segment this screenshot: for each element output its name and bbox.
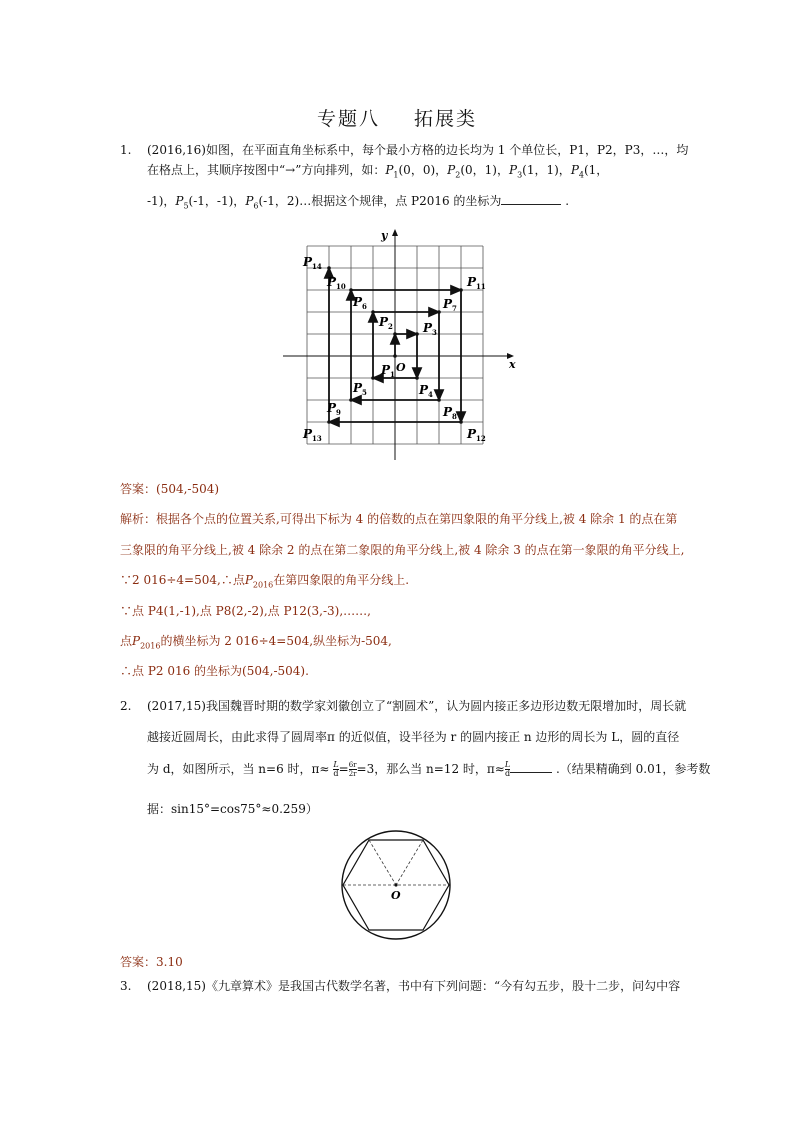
point-label: $P_4$: [419, 383, 433, 399]
center-label: O: [391, 889, 401, 902]
lattice-point: [393, 332, 397, 336]
question-1-line-1: (2016,16)如图，在平面直角坐标系中，每个最小方格的边长均为 1 个单位长，P1，P2，P3，…，均: [147, 143, 689, 157]
lattice-point: [459, 288, 463, 292]
title-part-2: 拓展类: [414, 108, 478, 130]
page-title: [0, 104, 794, 131]
lattice-point: [349, 398, 353, 402]
question-number: 3.: [120, 979, 132, 993]
point-label: $P_{11}$: [467, 275, 486, 291]
lattice-point: [415, 376, 419, 380]
origin-label: O: [396, 361, 406, 374]
lattice-point: [415, 332, 419, 336]
question-number: 1.: [120, 143, 132, 157]
point-label: $P_1$: [381, 363, 395, 379]
spiral-grid-figure: [275, 226, 525, 466]
lattice-point: [393, 354, 397, 358]
lattice-point: [371, 310, 375, 314]
answer-2-value: 3.10: [156, 955, 183, 969]
point-label: $P_7$: [443, 297, 457, 313]
answer-2: 答案：3.10: [120, 955, 183, 969]
question-1-line-2: 在格点上，其顺序按图中“→”方向排列，如：$P_1(0$，0)，$P_2(0$，1)，$P_3(1$，1)，$P_4(1$，: [147, 163, 609, 180]
lattice-point: [349, 288, 353, 292]
answer-1: 答案：(504,-504): [120, 482, 220, 496]
point-label: $P_{10}$: [327, 275, 346, 291]
point-label: $P_{12}$: [467, 427, 486, 443]
point-label: $P_{14}$: [303, 255, 322, 271]
point-label: $P_3$: [423, 321, 437, 337]
lattice-point: [371, 376, 375, 380]
point-label: $P_6$: [353, 295, 367, 311]
answer-blank: [510, 762, 552, 773]
point-label: $P_8$: [443, 405, 457, 421]
lattice-point: [437, 398, 441, 402]
lattice-point: [437, 310, 441, 314]
question-2-line-3: 为 d，如图所示，当 n=6 时，π≈ $\frac{L}{d}$ = $\frac{6r}{2r}$ =3，那么当 n=12 时，π≈ $\frac{L}{d}$ .（结果精确到 0.01，参考数: [147, 760, 711, 778]
point-label: $P_9$: [327, 401, 341, 417]
point-label: $P_2$: [379, 315, 393, 331]
lattice-point: [459, 420, 463, 424]
center-point: [394, 883, 397, 886]
lattice-point: [327, 420, 331, 424]
x-axis-label: x: [509, 358, 516, 371]
title-part-1: 专题八: [316, 108, 380, 130]
inscribed-hexagon-figure: [335, 826, 457, 942]
question-number: 2.: [120, 699, 132, 713]
point-label: $P_5$: [353, 381, 367, 397]
document-page: 专题八 拓展类 1. (2016,16)如图，在平面直角坐标系中，每个最小方格的边长均为 1 个单位长，P1，P2，P3，…，均 在格点上，其顺序按图中“→”方向排列，如：$P_1(0$，0)，$P_2(0$，1)，$P_3(1$，1)，$P_4(1$， -1)，$P_5(-1$，-1)，$P_6(-1$，2)…根据这个规律，点 P2016 的坐标为 . x y O $P_1$ $P_2$ $P_3$ $P_4$ $P_5$ $P_6$ $P_7$ $P_8$ $P_9$ $P_{10}$ $P_{11}$ $P_{12}$ $P_{13}$ $P_{14}$ 答案：(504,-504) 解析：根据各个点的位置关系,可得出下标为 4 的倍数的点在第四象限的角平分线上,被 4 除余 1 的点在第 三象限的角平分线上,被 4 除余 2 的点在第二象限的角平分线上,被 4 除余 3 的点在第一象限的角平分线上, ∵2 016÷4=504,∴点$P_{2016}$在第四象限的角平分线上. ∵点 P4(1,-1),点 P8(2,-2),点 P12(3,-3),……, 点$P_{2016}$的横坐标为 2 016÷4=504,纵坐标为-504, ∴点 P2 016 的坐标为(504,-504). 2. (2017,15)我国魏晋时期的数学家刘徽创立了“割圆术”，认为圆内接正多边形边数无限增加时，周长就 越接近圆周长，由此求得了圆周率π 的近似值，设半径为 r 的圆内接正 n 边形的周长为 L，圆的直径 为 d，如图所示，当 n=6 时，π≈ $\frac{L}{d}$ = $\frac{6r}{2r}$ =3，那么当 n=12 时，π≈ $\frac{L}{d}$ .（结果精确到 0.01，参考数 据：sin15°=cos75°≈0.259） O 答案：3.10 3. (2018,15)《九章算术》是我国古代数学名著，书中有下列问题：“今有勾五步，股十二步，问勾中容: [0, 0, 794, 1123]
question-1-line-3: -1)，$P_5(-1$，-1)，$P_6(-1$，2)…根据这个规律，点 P2016 的坐标为 .: [147, 194, 570, 211]
y-axis-label: y: [381, 229, 388, 242]
answer-1-value: (504,-504): [156, 482, 220, 496]
point-label: $P_{13}$: [303, 427, 322, 443]
answer-blank: [501, 194, 561, 205]
lattice-point: [327, 266, 331, 270]
